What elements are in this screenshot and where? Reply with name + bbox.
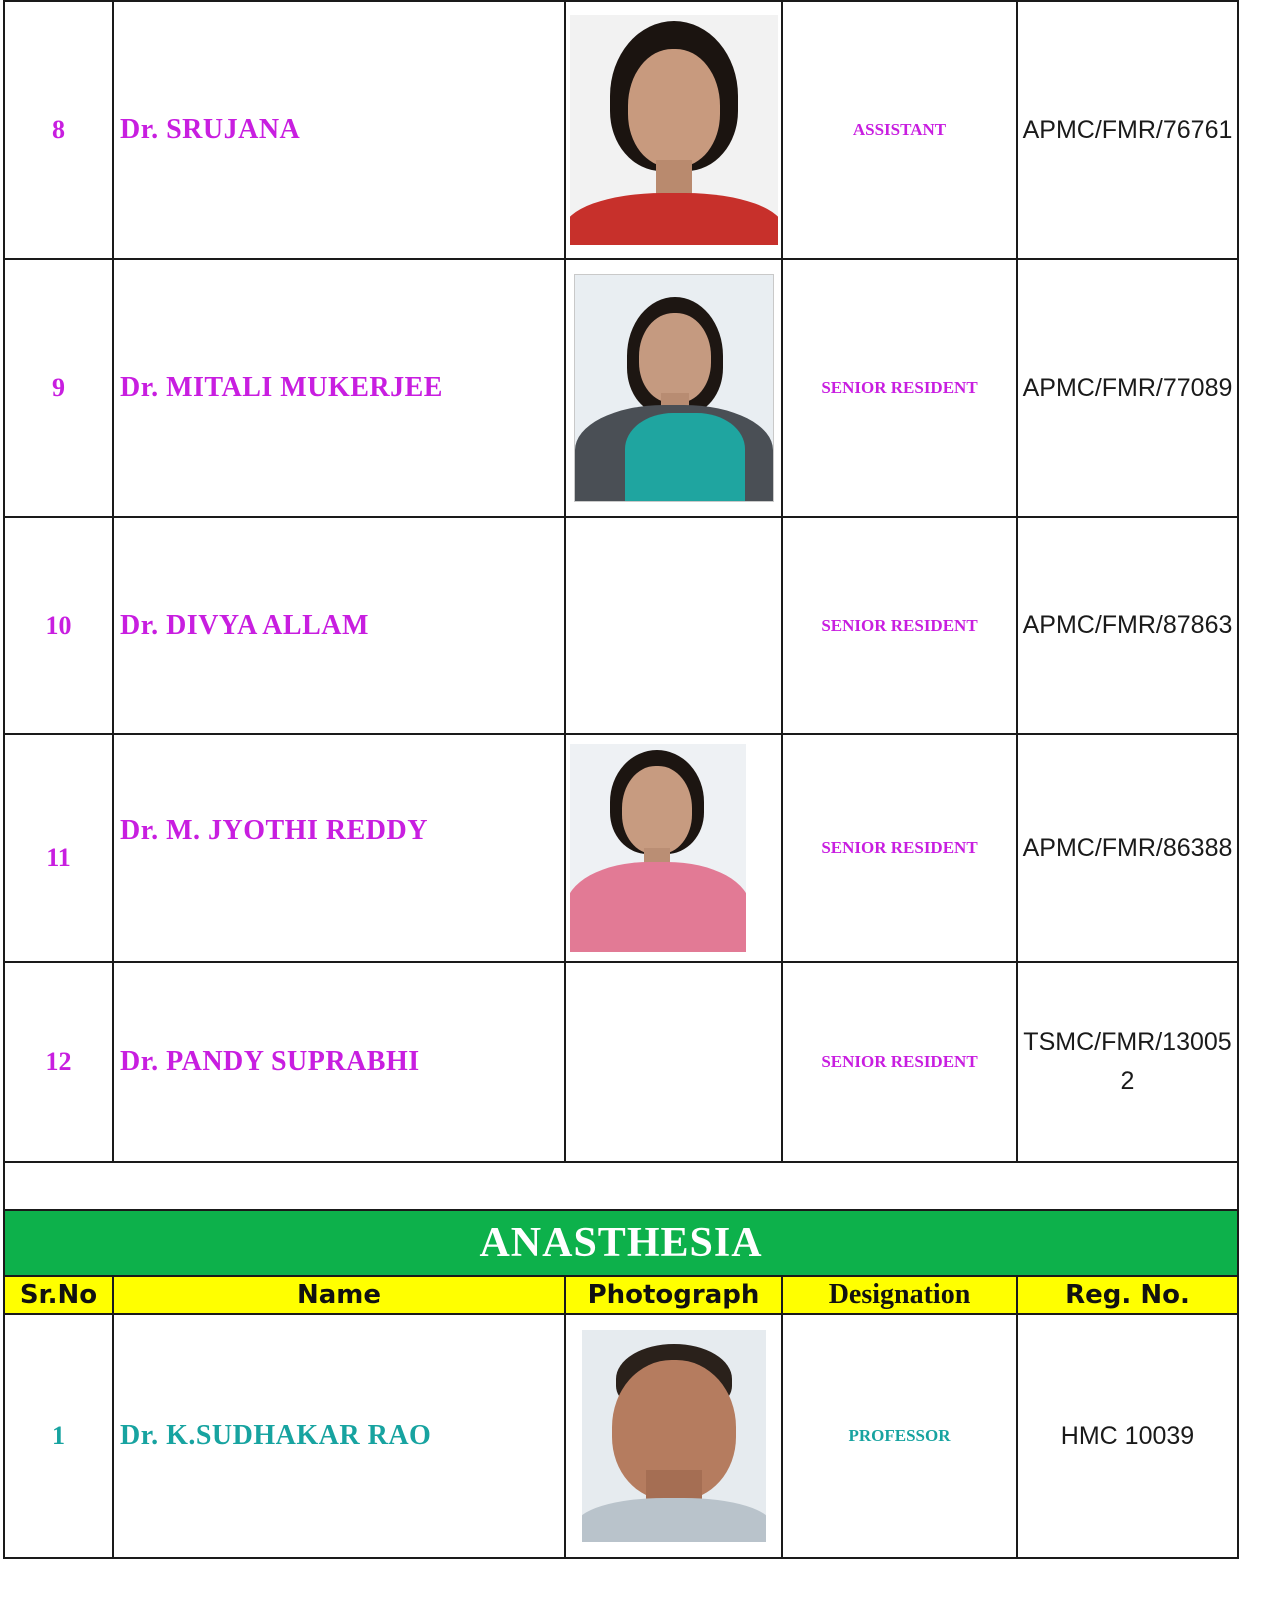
designation-cell: SENIOR RESIDENT [782, 734, 1017, 962]
table-row [4, 734, 1238, 962]
department-banner [4, 1210, 1238, 1276]
header-designation: Designation [782, 1276, 1017, 1314]
header-name: Name [113, 1276, 565, 1314]
table-row [4, 1, 1238, 259]
table-row [4, 962, 1238, 1162]
reg-no-cell: APMC/FMR/86388 [1017, 734, 1238, 962]
name-cell: Dr. M. JYOTHI REDDY [113, 734, 565, 962]
photograph-cell [565, 517, 782, 734]
name-cell: Dr. PANDY SUPRABHI [113, 962, 565, 1162]
photo-female-pink-top [570, 744, 746, 952]
header-photograph: Photograph [565, 1276, 782, 1314]
header-sr-no: Sr.No [4, 1276, 113, 1314]
photograph-cell [565, 734, 782, 962]
photograph-cell [565, 962, 782, 1162]
sr-no-cell: 9 [4, 259, 113, 517]
table-header [4, 1276, 1238, 1314]
table-row [4, 259, 1238, 517]
designation-cell: SENIOR RESIDENT [782, 259, 1017, 517]
name-cell: Dr. K.SUDHAKAR RAO [113, 1314, 565, 1558]
sr-no-cell: 11 [4, 734, 113, 962]
spacer-cell [4, 1162, 1238, 1210]
name-cell: Dr. SRUJANA [113, 1, 565, 259]
spacer-row [4, 1162, 1238, 1210]
reg-no-cell: HMC 10039 [1017, 1314, 1238, 1558]
designation-cell: SENIOR RESIDENT [782, 962, 1017, 1162]
name-cell: Dr. MITALI MUKERJEE [113, 259, 565, 517]
name-cell: Dr. DIVYA ALLAM [113, 517, 565, 734]
photo-male-grey-shirt [582, 1330, 766, 1542]
photo-female-red-attire [570, 15, 778, 245]
header-reg-no: Reg. No. [1017, 1276, 1238, 1314]
sr-no-cell: 1 [4, 1314, 113, 1558]
photo-female-teal-saree [574, 274, 774, 502]
table-row [4, 517, 1238, 734]
designation-cell: ASSISTANT [782, 1, 1017, 259]
table-row [4, 1314, 1238, 1558]
sr-no-cell: 10 [4, 517, 113, 734]
photograph-cell [565, 1, 782, 259]
designation-cell: SENIOR RESIDENT [782, 517, 1017, 734]
sr-no-cell: 12 [4, 962, 113, 1162]
designation-cell: PROFESSOR [782, 1314, 1017, 1558]
reg-no-cell: APMC/FMR/76761 [1017, 1, 1238, 259]
staff-table [3, 0, 1239, 1559]
reg-no-cell: TSMC/FMR/130052 [1017, 962, 1238, 1162]
staff-sheet [3, 0, 1237, 1559]
sr-no-cell: 8 [4, 1, 113, 259]
photograph-cell [565, 1314, 782, 1558]
photograph-cell [565, 259, 782, 517]
department-title: ANASTHESIA [4, 1210, 1238, 1276]
reg-no-cell: APMC/FMR/87863 [1017, 517, 1238, 734]
reg-no-cell: APMC/FMR/77089 [1017, 259, 1238, 517]
